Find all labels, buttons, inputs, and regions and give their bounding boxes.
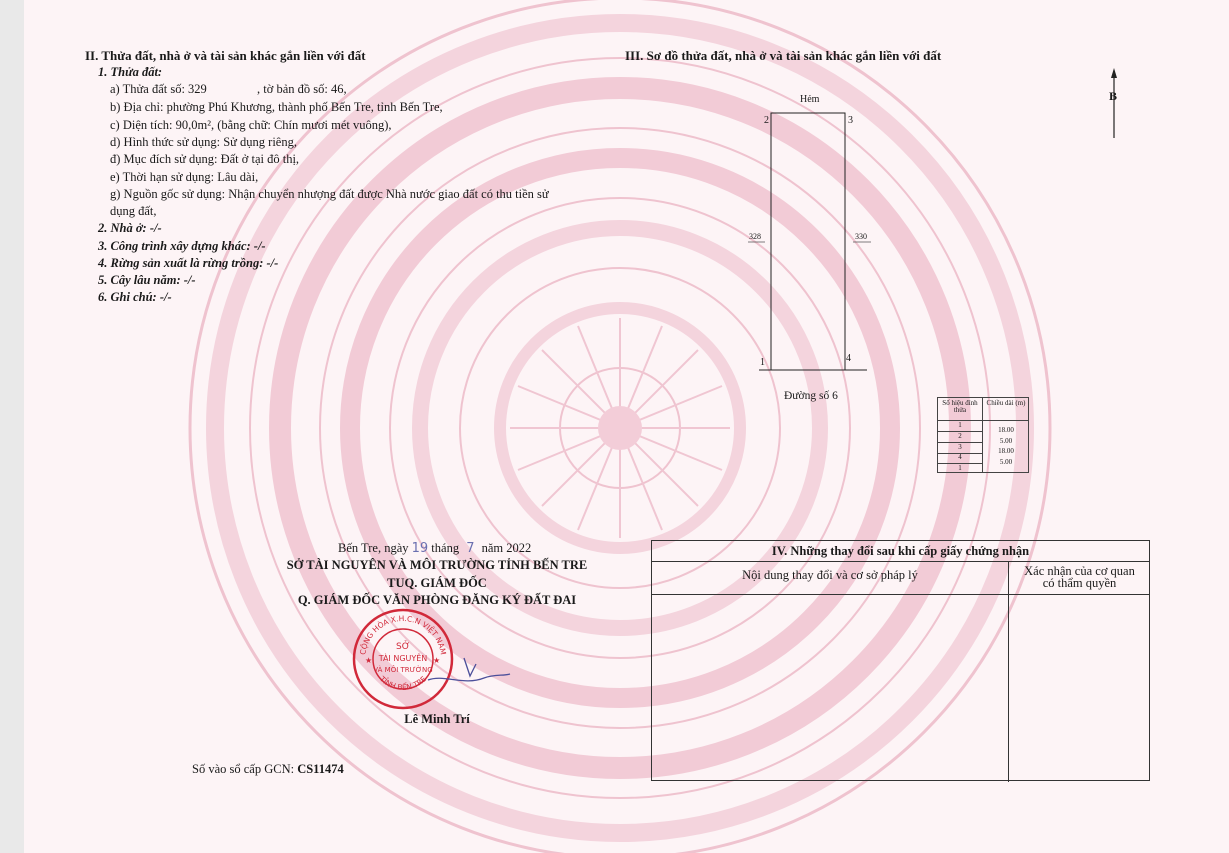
usage-term: e) Thời hạn sử dụng: Lâu dài, <box>110 170 259 184</box>
note-item: 6. Ghi chú: -/- <box>98 290 172 304</box>
date-year: năm 2022 <box>481 541 532 555</box>
neighbor-right: 330 <box>855 232 867 241</box>
neighbor-left: 328 <box>749 232 761 241</box>
date-month: 7 <box>466 541 475 556</box>
usage-purpose: đ) Mục đích sử dụng: Đất ở tại đô thị, <box>110 152 300 166</box>
usage-form: d) Hình thức sử dụng: Sử dụng riêng, <box>110 135 297 149</box>
segment-length-table <box>937 397 1029 473</box>
corner-2: 2 <box>764 115 769 126</box>
segment-length: 18.00 <box>998 447 1014 455</box>
usage-origin: g) Nguồn gốc sử dụng: Nhận chuyển nhượng đất được Nhà nước giao đất có thu tiền sử <box>110 187 549 201</box>
section-3-title: III. Sơ đồ thửa đất, nhà ở và tài sản khác gắn liền với đất <box>625 48 942 63</box>
land-heading: 1. Thửa đất: <box>98 65 163 79</box>
perennial-item: 5. Cây lâu năm: -/- <box>98 273 196 287</box>
address: b) Địa chỉ: phường Phú Khương, thành phố Bến Tre, tỉnh Bến Tre, <box>110 100 443 114</box>
changes-col-confirmation-line1: Xác nhận của cơ quan <box>1024 564 1135 578</box>
date-day: 19 <box>411 541 429 556</box>
segment-point: 4 <box>958 453 962 461</box>
svg-text:★: ★ <box>365 656 373 665</box>
section-2-title: II. Thửa đất, nhà ở và tài sản khác gắn liền với đất <box>85 48 366 63</box>
svg-text:★: ★ <box>433 656 441 665</box>
date-prefix: Bến Tre, ngày <box>338 541 409 555</box>
north-label: B <box>1109 89 1118 103</box>
house-item: 2. Nhà ở: -/- <box>98 221 162 235</box>
signer-position-2: Q. GIÁM ĐỐC VĂN PHÒNG ĐĂNG KÝ ĐẤT ĐAI <box>297 593 577 607</box>
bottom-road-label: Đường số 6 <box>784 390 838 402</box>
issue-date <box>338 541 531 556</box>
segment-point: 2 <box>958 432 962 440</box>
segment-point: 1 <box>958 421 962 429</box>
changes-col-confirmation <box>1008 565 1151 589</box>
segment-header-divider <box>938 420 1028 421</box>
handwritten-signature <box>424 650 514 690</box>
signer-position-1: TUQ. GIÁM ĐỐC <box>387 576 487 590</box>
map-sheet-number: , tờ bản đồ số: 46, <box>257 82 347 96</box>
segment-point: 1 <box>958 464 962 472</box>
svg-text:TỈNH BẾN TRE: TỈNH BẾN TRE <box>377 674 429 692</box>
date-month-word: tháng <box>431 541 460 555</box>
changes-table <box>651 540 1150 781</box>
corner-1: 1 <box>760 357 765 368</box>
svg-text:CỘNG HÒA X.H.C.N VIỆT NAM: CỘNG HÒA X.H.C.N VIỆT NAM <box>358 613 448 656</box>
issuing-org: SỞ TÀI NGUYÊN VÀ MÔI TRƯỜNG TỈNH BẾN TRE <box>286 558 588 572</box>
top-road-label: Hẻm <box>800 94 820 105</box>
segment-length: 5.00 <box>999 458 1013 466</box>
signer-name: Lê Minh Trí <box>404 712 470 726</box>
segment-point: 3 <box>958 443 962 451</box>
segment-header-point: Số hiệu đỉnh thửa <box>942 399 978 414</box>
area: c) Diện tích: 90,0m², (bằng chữ: Chín mươi mét vuông), <box>110 118 392 132</box>
segment-col-divider <box>982 398 983 472</box>
section-4-title: IV. Những thay đổi sau khi cấp giấy chứng nhận <box>652 541 1149 562</box>
segment-length: 5.00 <box>999 437 1013 445</box>
gcn-label: Số vào sổ cấp GCN: <box>192 762 295 776</box>
segment-header-length: Chiều dài (m) <box>986 399 1026 407</box>
corner-4: 4 <box>846 353 851 364</box>
corner-3: 3 <box>848 115 853 126</box>
gcn-register <box>192 762 344 777</box>
svg-text:SỞ: SỞ <box>396 642 410 652</box>
segment-length: 18.00 <box>998 426 1014 434</box>
forest-item: 4. Rừng sản xuất là rừng trồng: -/- <box>98 256 279 270</box>
changes-col-confirmation-line2: có thẩm quyền <box>1042 576 1117 590</box>
certificate-page <box>24 0 1229 853</box>
changes-header-divider <box>652 594 1149 595</box>
changes-col-content: Nội dung thay đổi và cơ sở pháp lý <box>742 568 918 582</box>
gcn-code: CS11474 <box>297 762 344 776</box>
usage-origin-cont: dụng đất, <box>110 204 157 218</box>
svg-text:VÀ MÔI TRƯỜNG: VÀ MÔI TRƯỜNG <box>373 666 433 674</box>
other-works-item: 3. Công trình xây dựng khác: -/- <box>98 239 266 253</box>
svg-text:TÀI NGUYÊN: TÀI NGUYÊN <box>378 654 428 663</box>
parcel-number: a) Thửa đất số: 329 <box>110 82 207 96</box>
